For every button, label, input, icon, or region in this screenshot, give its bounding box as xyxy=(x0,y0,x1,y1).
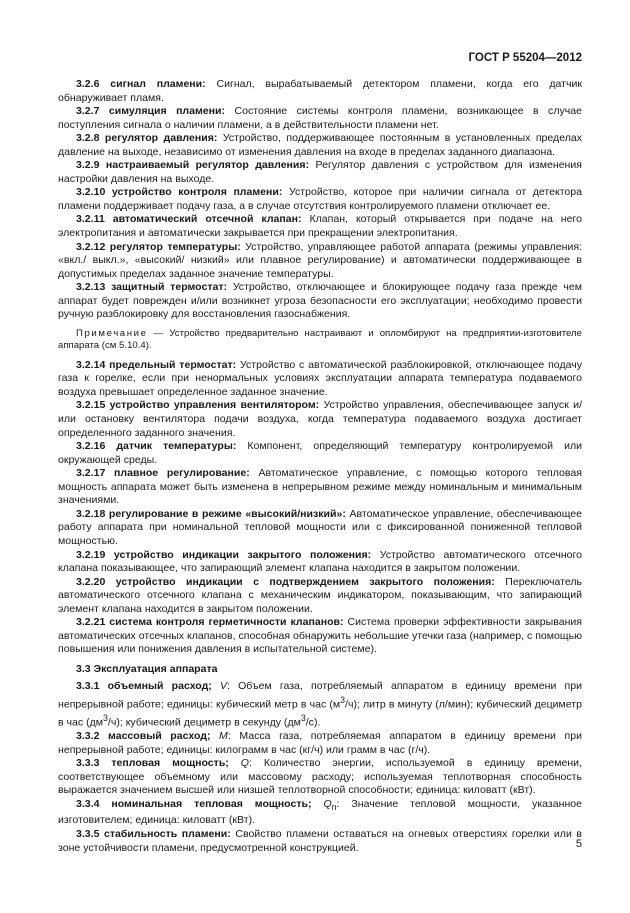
term: 3.2.9 настраиваемый регулятор давления: xyxy=(76,159,310,172)
definition-text: : Значение тепловой мощности, указанное изготовителем; единица: киловатт (кВт). xyxy=(58,797,582,827)
definition-text: Устройство, отключающее и блокирующее подачу газа прежде чем аппарат будет поврежден и/или возникнет угроза безопасности его эксплуатации; необходимо провести ручную разблокировку для восстановления газоснабжения. xyxy=(58,281,582,321)
definition-3-3-2 xyxy=(58,730,582,757)
definition-text: /ч); кубический дециметр в секунду (дм xyxy=(107,716,301,729)
definition-3-2-9 xyxy=(58,159,582,186)
definition-text: Устройство, которое при наличии сигнала от детектора пламени поддерживает подачу газа, а в случае отсутствия контролируемого пламени отключает ее. xyxy=(58,186,583,212)
term: 3.3.1 объемный расход; xyxy=(76,680,212,693)
superscript: 3 xyxy=(103,713,108,724)
definition-text: Система проверки эффективности закрывания автоматических отсечных клапанов, способная обнаружить небольшие утечки газа (например, с помощью повышения или понижения давления в испытательной системе). xyxy=(58,616,582,656)
term: 3.3.3 тепловая мощность; xyxy=(76,757,229,770)
symbol: Q xyxy=(323,797,332,810)
definition-3-2-19 xyxy=(58,549,582,576)
definition-3-2-13 xyxy=(58,281,582,322)
document-header: ГОСТ Р 55204—2012 xyxy=(468,52,582,64)
definition-text: : Масса газа, потребляемая аппаратом в единицу времени при непрерывной работе; единицы: килограмм в час (кг/ч) или грамм в час (г/ч). xyxy=(58,730,582,756)
definition-text: /с). xyxy=(305,716,321,729)
term: 3.2.20 устройство индикации с подтверждением закрытого положения: xyxy=(76,575,495,588)
term: 3.2.11 автоматический отсечной клапан: xyxy=(76,213,302,226)
definition-text: Устройство управления, обеспечивающее запуск и/или остановку вентилятора подачи воздуха, когда температура подаваемого воздуха достигает определенного заданного значения. xyxy=(58,399,582,439)
definition-3-3-5 xyxy=(58,828,582,855)
term: 3.2.19 устройство индикации закрытого положения: xyxy=(76,548,372,561)
superscript: 3 xyxy=(340,694,346,705)
note-text: Устройство предварительно настраивают и опломбируют на предприятии-изготовителе аппарата (см 5.10.4). xyxy=(58,327,582,352)
definition-3-2-11 xyxy=(58,213,582,240)
definition-3-2-6 xyxy=(58,78,582,105)
definition-text: Свойство пламени оставаться на огневых отверстиях горелки или в зоне устойчивости пламени, предусмотренной конструкцией. xyxy=(58,828,582,854)
definition-3-2-18 xyxy=(58,508,582,549)
definition-text: Автоматическое управление, обеспечивающее работу аппарата при номинальной тепловой мощности или с фиксированной пониженной тепловой мощностью. xyxy=(58,507,582,547)
definition-3-2-12 xyxy=(58,241,582,282)
note xyxy=(58,328,582,353)
symbol: M xyxy=(219,730,228,743)
term: 3.2.7 симуляция пламени: xyxy=(76,105,226,118)
symbol: V xyxy=(219,680,228,693)
definition-text: Переключатель автоматического отсечного клапана с механическим индикатором, показывающим, что запирающий элемент клапана находится в закрытом положении. xyxy=(58,575,582,615)
definition-3-2-10 xyxy=(58,186,582,213)
definition-3-2-15 xyxy=(58,399,582,440)
subscript: n xyxy=(331,801,337,812)
definition-text: Устройство автоматического отсечного клапана показывающее, что запирающий элемент клапана находится в закрытом положении. xyxy=(58,548,582,575)
term: 3.2.8 регулятор давления: xyxy=(76,132,218,145)
definition-text: Автоматическое управление, с помощью которого тепловая мощность аппарата может быть изменена в непрерывном режиме между номинальным и минимальным значениями. xyxy=(58,467,582,507)
term: 3.2.17 плавное регулирование: xyxy=(76,467,250,480)
definition-text: /ч); литр в минуту (л/мин); кубический дециметр в час (дм xyxy=(58,698,583,729)
term: 3.2.12 регулятор температуры: xyxy=(76,240,241,253)
term: 3.2.15 устройство управления вентилятором: xyxy=(76,399,320,412)
term: 3.3.2 массовый расход; xyxy=(76,730,211,743)
definition-3-2-20 xyxy=(58,576,582,617)
term: 3.2.14 предельный термостат: xyxy=(76,358,237,371)
definition-text: Устройство с автоматической разблокировкой, отключающее подачу газа к горелке, если при ненормальных условиях эксплуатации аппарата температура подаваемого воздуха превышает определенное заданное значение. xyxy=(58,358,582,398)
definition-3-3-4 xyxy=(58,798,582,828)
note-label: Примечание xyxy=(76,327,148,339)
document-body xyxy=(58,78,582,855)
definition-text: Устройство, поддерживающее постоянным в установленных пределах давление на выходе, независимо от изменения давления на входе в пределах заданного диапазона. xyxy=(58,132,582,158)
definition-text: Состояние системы контроля пламени, возникающее в случае поступления сигнала о наличии пламени, а в действительности пламени нет. xyxy=(58,105,582,131)
term: 3.2.6 сигнал пламени: xyxy=(76,78,206,90)
superscript: 3 xyxy=(300,713,306,724)
term: 3.2.10 устройство контроля пламени: xyxy=(76,186,283,199)
definition-text: Регулятор давления с устройством для изменения настройки давления на выходе. xyxy=(58,159,582,185)
term: 3.2.21 система контроля герметичности клапанов: xyxy=(76,616,344,629)
note-dash: — xyxy=(147,327,170,339)
definition-3-2-21 xyxy=(58,616,582,657)
term: 3.3.5 стабильность пламени: xyxy=(76,828,231,841)
term: 3.2.13 защитный термостат: xyxy=(76,281,228,294)
definition-3-2-16 xyxy=(58,440,582,467)
symbol: Q xyxy=(240,757,249,770)
definition-3-3-1 xyxy=(58,680,582,730)
definition-text: Сигнал, вырабатываемый детектором пламени, когда его датчик обнаруживает пламя. xyxy=(58,78,583,104)
definition-text: Устройство, управляющее работой аппарата (режимы управления: «вкл./ выкл.», «высокий/ низкий» или плавное регулирование) и автоматически поддерживающее в допустимых пределах заданное значение температуры. xyxy=(58,240,583,280)
definition-3-2-17 xyxy=(58,467,582,508)
term: 3.2.18 регулирование в режиме «высокий/низкий»: xyxy=(76,507,346,520)
definition-3-3-3 xyxy=(58,757,582,798)
definition-text: : Количество энергии, используемой в единицу времени, соответствующее объемному или массовому расходу; используемая теплотворная способность выражается значением высшей или низшей теплотворной способности; единица: киловатт (кВт). xyxy=(58,757,582,797)
definition-3-2-7 xyxy=(58,105,582,132)
definition-text: Клапан, который открывается при подаче на него электропитания и автоматически закрывается при прекращении электропитания. xyxy=(58,213,582,240)
section-heading-3-3: 3.3 Эксплуатация аппарата xyxy=(76,662,218,675)
definition-text: : Объем газа, потребляемый аппаратом в единицу времени при непрерывной работе; единицы: кубический метр в час (м xyxy=(58,680,582,711)
term: 3.3.4 номинальная тепловая мощность; xyxy=(76,797,312,810)
term: 3.2.16 датчик температуры: xyxy=(76,440,237,453)
page-number: 5 xyxy=(575,838,582,850)
definition-3-2-14 xyxy=(58,359,582,400)
definition-3-2-8 xyxy=(58,132,582,159)
definition-text: Компонент, определяющий температуру контролируемой или окружающей среды. xyxy=(58,440,583,466)
